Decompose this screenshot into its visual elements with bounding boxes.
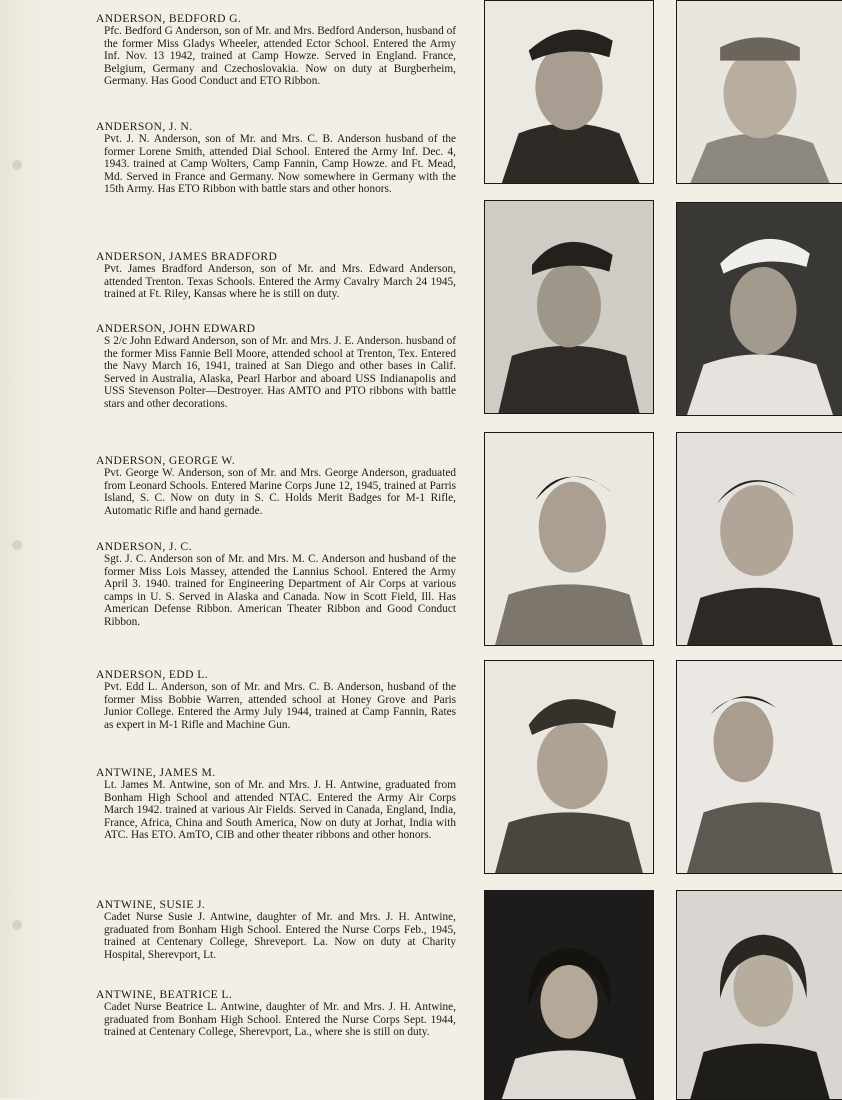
- officer-portrait-icon: [677, 661, 842, 873]
- soldier-portrait-icon: [485, 201, 653, 413]
- entry-name: ANDERSON, EDD L.: [96, 668, 209, 681]
- portrait-photo: [484, 890, 654, 1100]
- entry-name: ANTWINE, SUSIE J.: [96, 898, 206, 911]
- entry-body: Cadet Nurse Beatrice L. Antwine, daughter of Mr. and Mrs. J. H. Antwine, graduated from Bonham High School. Entered the Nurse Corps Sept. 1944, trained at Centenary College, Sherevport, La., where she is still on duty.: [104, 1001, 456, 1039]
- entry-body: Pvt. George W. Anderson, son of Mr. and Mrs. George Anderson, graduated from Leonard Schools. Entered Marine Corps June 12, 1945, trained at Parris Island, S. C. Now on duty in S. C. Holds Merit Badges for M-1 Rifle, Automatic Rifle and hand gernade.: [104, 467, 456, 517]
- portrait-photo: [676, 0, 842, 184]
- roster-entry: [96, 322, 456, 411]
- entry-name: ANDERSON, GEORGE W.: [96, 454, 236, 467]
- entry-body: Pvt. James Bradford Anderson, son of Mr. and Mrs. Edward Anderson, attended Trenton. Texas Schools. Entered the Army Cavalry March 24 1945, trained at Ft. Riley, Kansas where he is still on duty.: [104, 263, 456, 301]
- entry-name: ANTWINE, JAMES M.: [96, 766, 216, 779]
- entry-name: ANDERSON, JAMES BRADFORD: [96, 250, 278, 263]
- portrait-photo: [484, 0, 654, 184]
- woman-portrait-icon: [677, 891, 842, 1099]
- portrait-photo: [484, 200, 654, 414]
- entry-name: ANDERSON, J. N.: [96, 120, 193, 133]
- roster-entry: [96, 250, 456, 301]
- entry-body: Cadet Nurse Susie J. Antwine, daughter of Mr. and Mrs. J. H. Antwine, graduated from Bonham High School. Entered the Nurse Corps Feb., 1945, trained at Centenary College, Shreveport. La. Now on duty at Charity Hospital, Sherevport, Lt.: [104, 911, 456, 961]
- entry-body: S 2/c John Edward Anderson, son of Mr. and Mrs. J. E. Anderson. husband of the former Miss Fannie Bell Moore, attended school at Trenton, Tex. Entered the Navy March 16, 1941, trained at San Diego and other bases in Calif. Served in Australia, Alaska, Pearl Harbor and aboard USS Indianapolis and USS Stevenson Polter—Destroyer. Has AMTO and PTO ribbons with battle stars and other decorations.: [104, 335, 456, 410]
- roster-entry: [96, 540, 456, 629]
- entry-body: Pvt. Edd L. Anderson, son of Mr. and Mrs. C. B. Anderson, husband of the former Miss Bobbie Warren, attended school at Honey Grove and Paris Junior College. Entered the Army July 1944, trained at Camp Fannin, Rates as expert in M-1 Rifle and Machine Gun.: [104, 681, 456, 731]
- roster-entry: [96, 120, 456, 196]
- man-portrait-icon: [677, 1, 842, 183]
- young-man-portrait-icon: [485, 433, 653, 645]
- entry-body: Lt. James M. Antwine, son of Mr. and Mrs. J. H. Antwine, graduated from Bonham High School and attended NTAC. Entered the Army Air Corps March 1942. trained at various Air Fields. Served in Canada, England, India, France, Africa, China and South America, Now on duty at Jorhat, India with ATC. Has ETO. AmTO, CIB and other theater ribbons and other honors.: [104, 779, 456, 842]
- portrait-photo: [484, 432, 654, 646]
- portrait-photo: [676, 432, 842, 646]
- portrait-photo: [484, 660, 654, 874]
- entry-name: ANDERSON, JOHN EDWARD: [96, 322, 256, 335]
- roster-entry: [96, 766, 456, 842]
- roster-entry: [96, 454, 456, 517]
- sailor-portrait-icon: [677, 203, 842, 415]
- soldier-portrait-icon: [485, 661, 653, 873]
- entry-body: Sgt. J. C. Anderson son of Mr. and Mrs. M. C. Anderson and husband of the former Miss Lois Massey, attended the Lannius School. Entered the Army April 3. 1940. trained for Engineering Department of Air Corps at various camps in U. S. Served in Alaska and Canada. Now in Scott Field, Ill. Has American Defense Ribbon. American Theater Ribbon and Good Conduct Ribbon.: [104, 553, 456, 628]
- entry-name: ANTWINE, BEATRICE L.: [96, 988, 233, 1001]
- portrait-photo: [676, 202, 842, 416]
- portrait-photo: [676, 890, 842, 1100]
- soldier-portrait-icon: [485, 1, 653, 183]
- portrait-photo: [676, 660, 842, 874]
- roster-entry: [96, 12, 456, 88]
- entry-name: ANDERSON, BEDFORD G.: [96, 12, 242, 25]
- roster-entry: [96, 668, 456, 731]
- entry-body: Pfc. Bedford G Anderson, son of Mr. and Mrs. Bedford Anderson, husband of the former Miss Gladys Wheeler, attended Ector School. Entered the Army Inf. Nov. 13 1942, trained at Camp Howze. Served in England. France, Belgium, Germany and Czechoslovakia. Now on duty at Burgberheim, Germany. Has Good Conduct and ETO Ribbon.: [104, 25, 456, 88]
- woman-portrait-icon: [485, 891, 653, 1099]
- entry-body: Pvt. J. N. Anderson, son of Mr. and Mrs. C. B. Anderson husband of the former Lorene Smith, attended Dial School. Entered the Army Inf. Dec. 4, 1943. trained at Camp Wolters, Camp Fannin, Camp Howze. and Ft. Mead, Md. Served in France and Germany. Now somewhere in Germany with the 15th Army. Has ETO Ribbon with battle stars and other honors.: [104, 133, 456, 196]
- roster-entry: [96, 988, 456, 1039]
- man-portrait-icon: [677, 433, 842, 645]
- roster-entry: [96, 898, 456, 961]
- entry-name: ANDERSON, J. C.: [96, 540, 192, 553]
